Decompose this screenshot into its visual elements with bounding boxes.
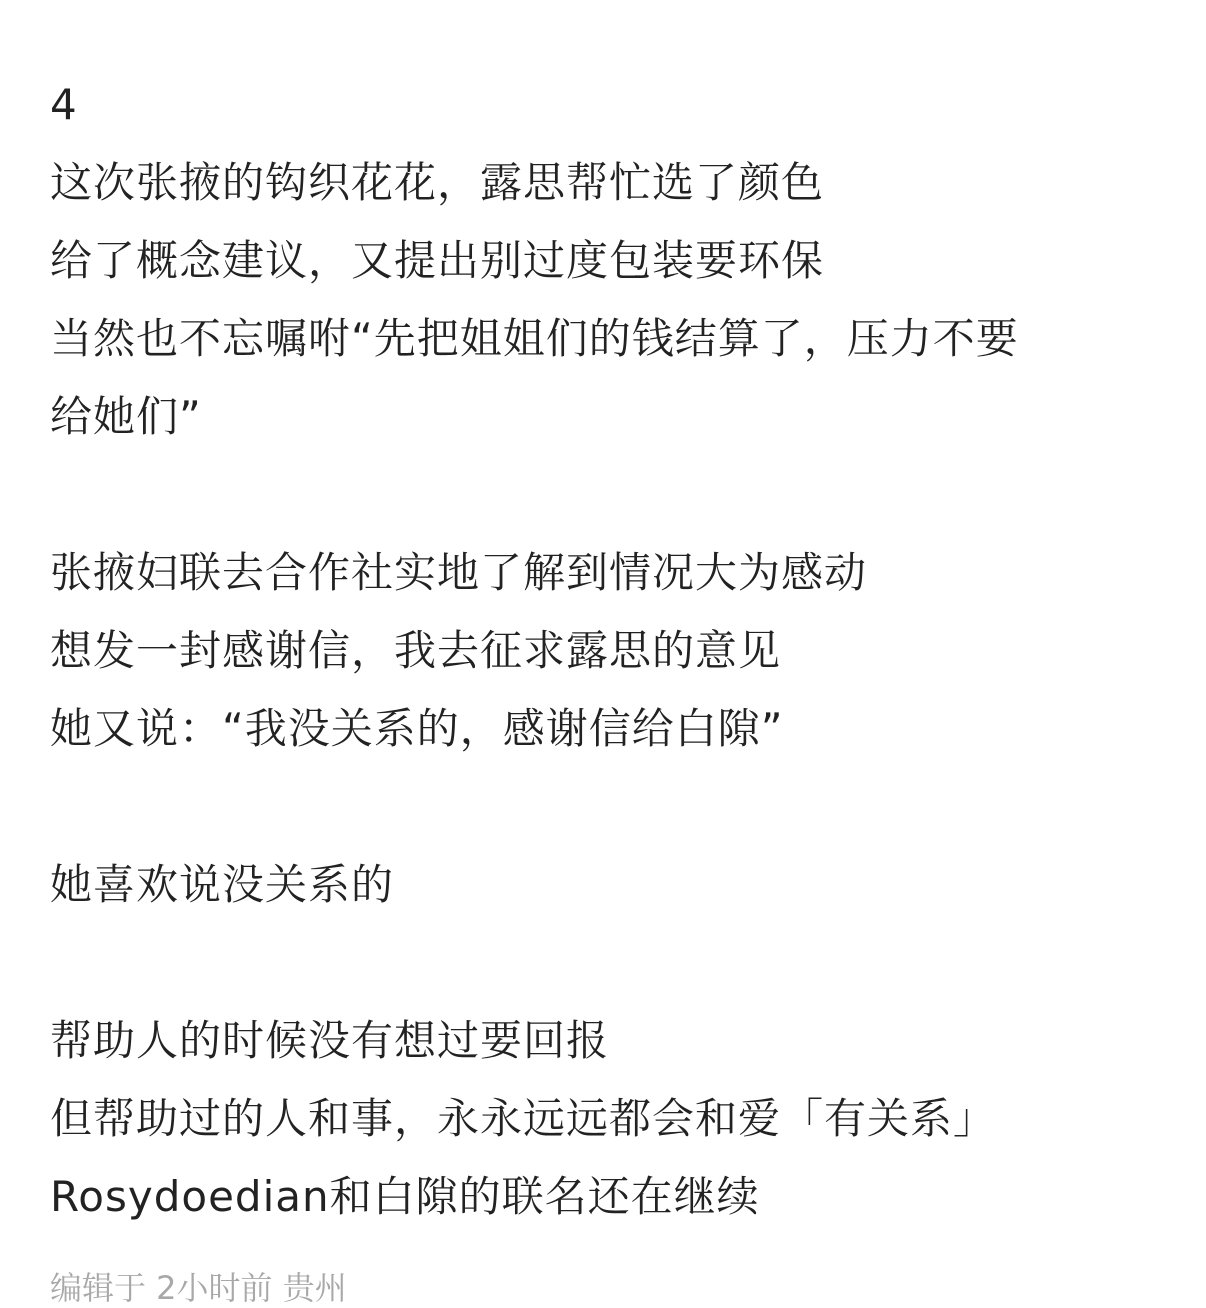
paragraph-line: 但帮助过的人和事，永永远远都会和爱「有关系」 (50, 1094, 997, 1143)
post-body (50, 66, 1170, 1236)
paragraph-line: 帮助人的时候没有想过要回报 (50, 1016, 610, 1065)
paragraph-line: 这次张掖的钩织花花，露思帮忙选了颜色 (50, 158, 825, 207)
paragraph-2 (50, 534, 1170, 768)
paragraph-line: Rosydoedian和白隙的联名还在继续 (50, 1172, 760, 1221)
paragraph-line: 给她们” (50, 392, 202, 441)
paragraph-spacer (50, 768, 1170, 846)
post-number: 4 (50, 80, 78, 129)
paragraph-spacer (50, 456, 1170, 534)
paragraph-4 (50, 1002, 1170, 1236)
paragraph-line: 张掖妇联去合作社实地了解到情况大为感动 (50, 548, 868, 597)
paragraph-3 (50, 846, 1170, 924)
paragraph-1 (50, 144, 1170, 456)
paragraph-line: 想发一封感谢信，我去征求露思的意见 (50, 626, 782, 675)
paragraph-spacer (50, 924, 1170, 1002)
paragraph-line: 她喜欢说没关系的 (50, 860, 395, 909)
paragraph-line: 她又说：“我没关系的，感谢信给白隙” (50, 704, 784, 753)
paragraph-line: 给了概念建议，又提出别过度包装要环保 (50, 236, 825, 285)
post-edit-meta: 编辑于 2小时前 贵州 (50, 1269, 347, 1307)
paragraph-line: 当然也不忘嘱咐“先把姐姐们的钱结算了，压力不要 (50, 314, 1019, 363)
